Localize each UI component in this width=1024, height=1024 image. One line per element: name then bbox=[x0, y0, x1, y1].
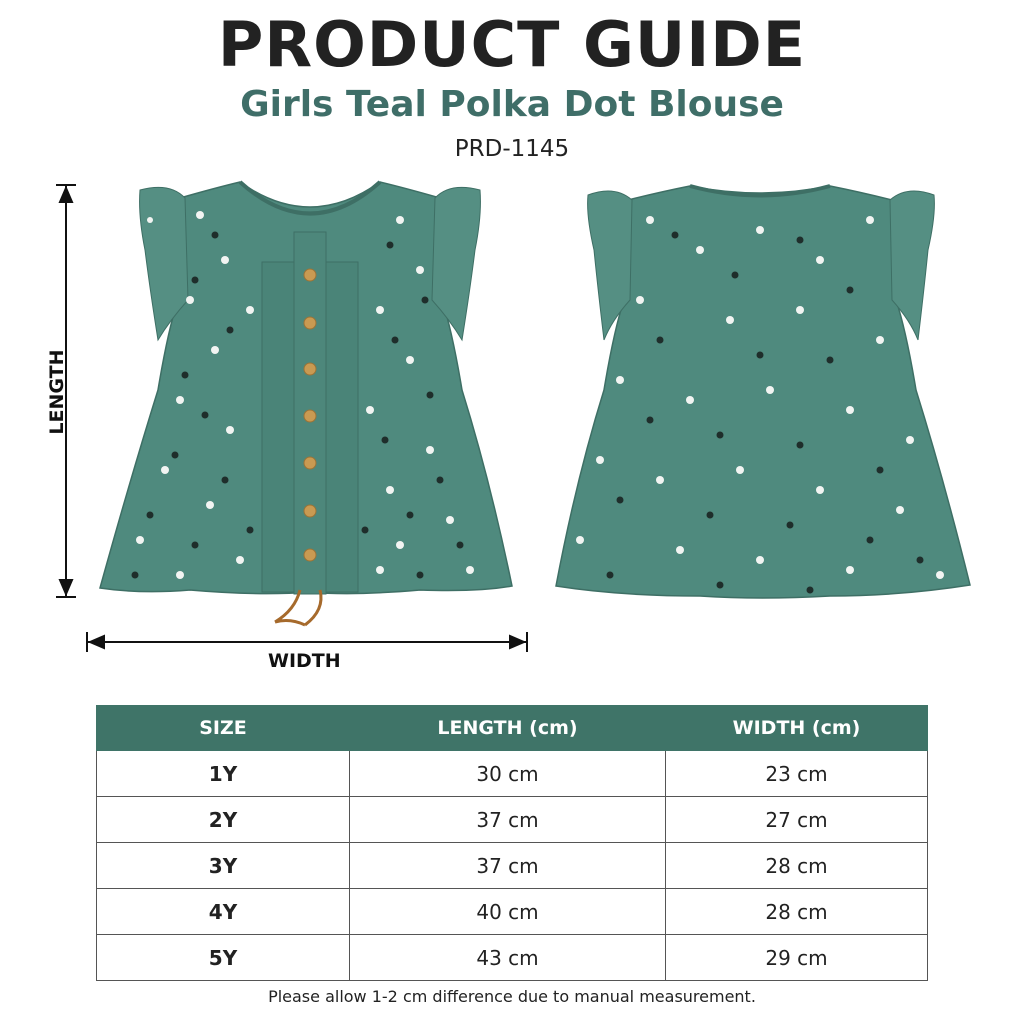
table-row bbox=[97, 889, 928, 935]
width-cell: 28 cm bbox=[666, 889, 928, 935]
length-cell: 43 cm bbox=[350, 935, 666, 981]
width-label: WIDTH bbox=[268, 650, 341, 672]
product-name: Girls Teal Polka Dot Blouse bbox=[240, 84, 784, 125]
width-arrow bbox=[87, 632, 527, 652]
table-row bbox=[97, 751, 928, 797]
size-cell: 5Y bbox=[97, 935, 350, 981]
table-header-row bbox=[97, 706, 928, 751]
length-cell: 37 cm bbox=[350, 797, 666, 843]
width-cell: 28 cm bbox=[666, 843, 928, 889]
table-row bbox=[97, 935, 928, 981]
length-cell: 40 cm bbox=[350, 889, 666, 935]
table-row bbox=[97, 843, 928, 889]
size-cell: 4Y bbox=[97, 889, 350, 935]
table-row bbox=[97, 797, 928, 843]
size-chart-table bbox=[96, 705, 928, 981]
width-cell: 29 cm bbox=[666, 935, 928, 981]
header-length: LENGTH (cm) bbox=[350, 706, 666, 751]
blouse-back bbox=[556, 186, 970, 598]
width-cell: 27 cm bbox=[666, 797, 928, 843]
length-label: LENGTH bbox=[46, 349, 68, 435]
product-code: PRD-1145 bbox=[454, 136, 570, 162]
header-size: SIZE bbox=[97, 706, 350, 751]
size-cell: 3Y bbox=[97, 843, 350, 889]
width-cell: 23 cm bbox=[666, 751, 928, 797]
header-width: WIDTH (cm) bbox=[666, 706, 928, 751]
page-title: PRODUCT GUIDE bbox=[217, 8, 807, 81]
blouse-front bbox=[100, 182, 512, 625]
size-cell: 2Y bbox=[97, 797, 350, 843]
length-cell: 30 cm bbox=[350, 751, 666, 797]
length-cell: 37 cm bbox=[350, 843, 666, 889]
garment-illustrations bbox=[0, 170, 1024, 680]
measurement-note: Please allow 1-2 cm difference due to manual measurement. bbox=[268, 987, 756, 1006]
size-cell: 1Y bbox=[97, 751, 350, 797]
